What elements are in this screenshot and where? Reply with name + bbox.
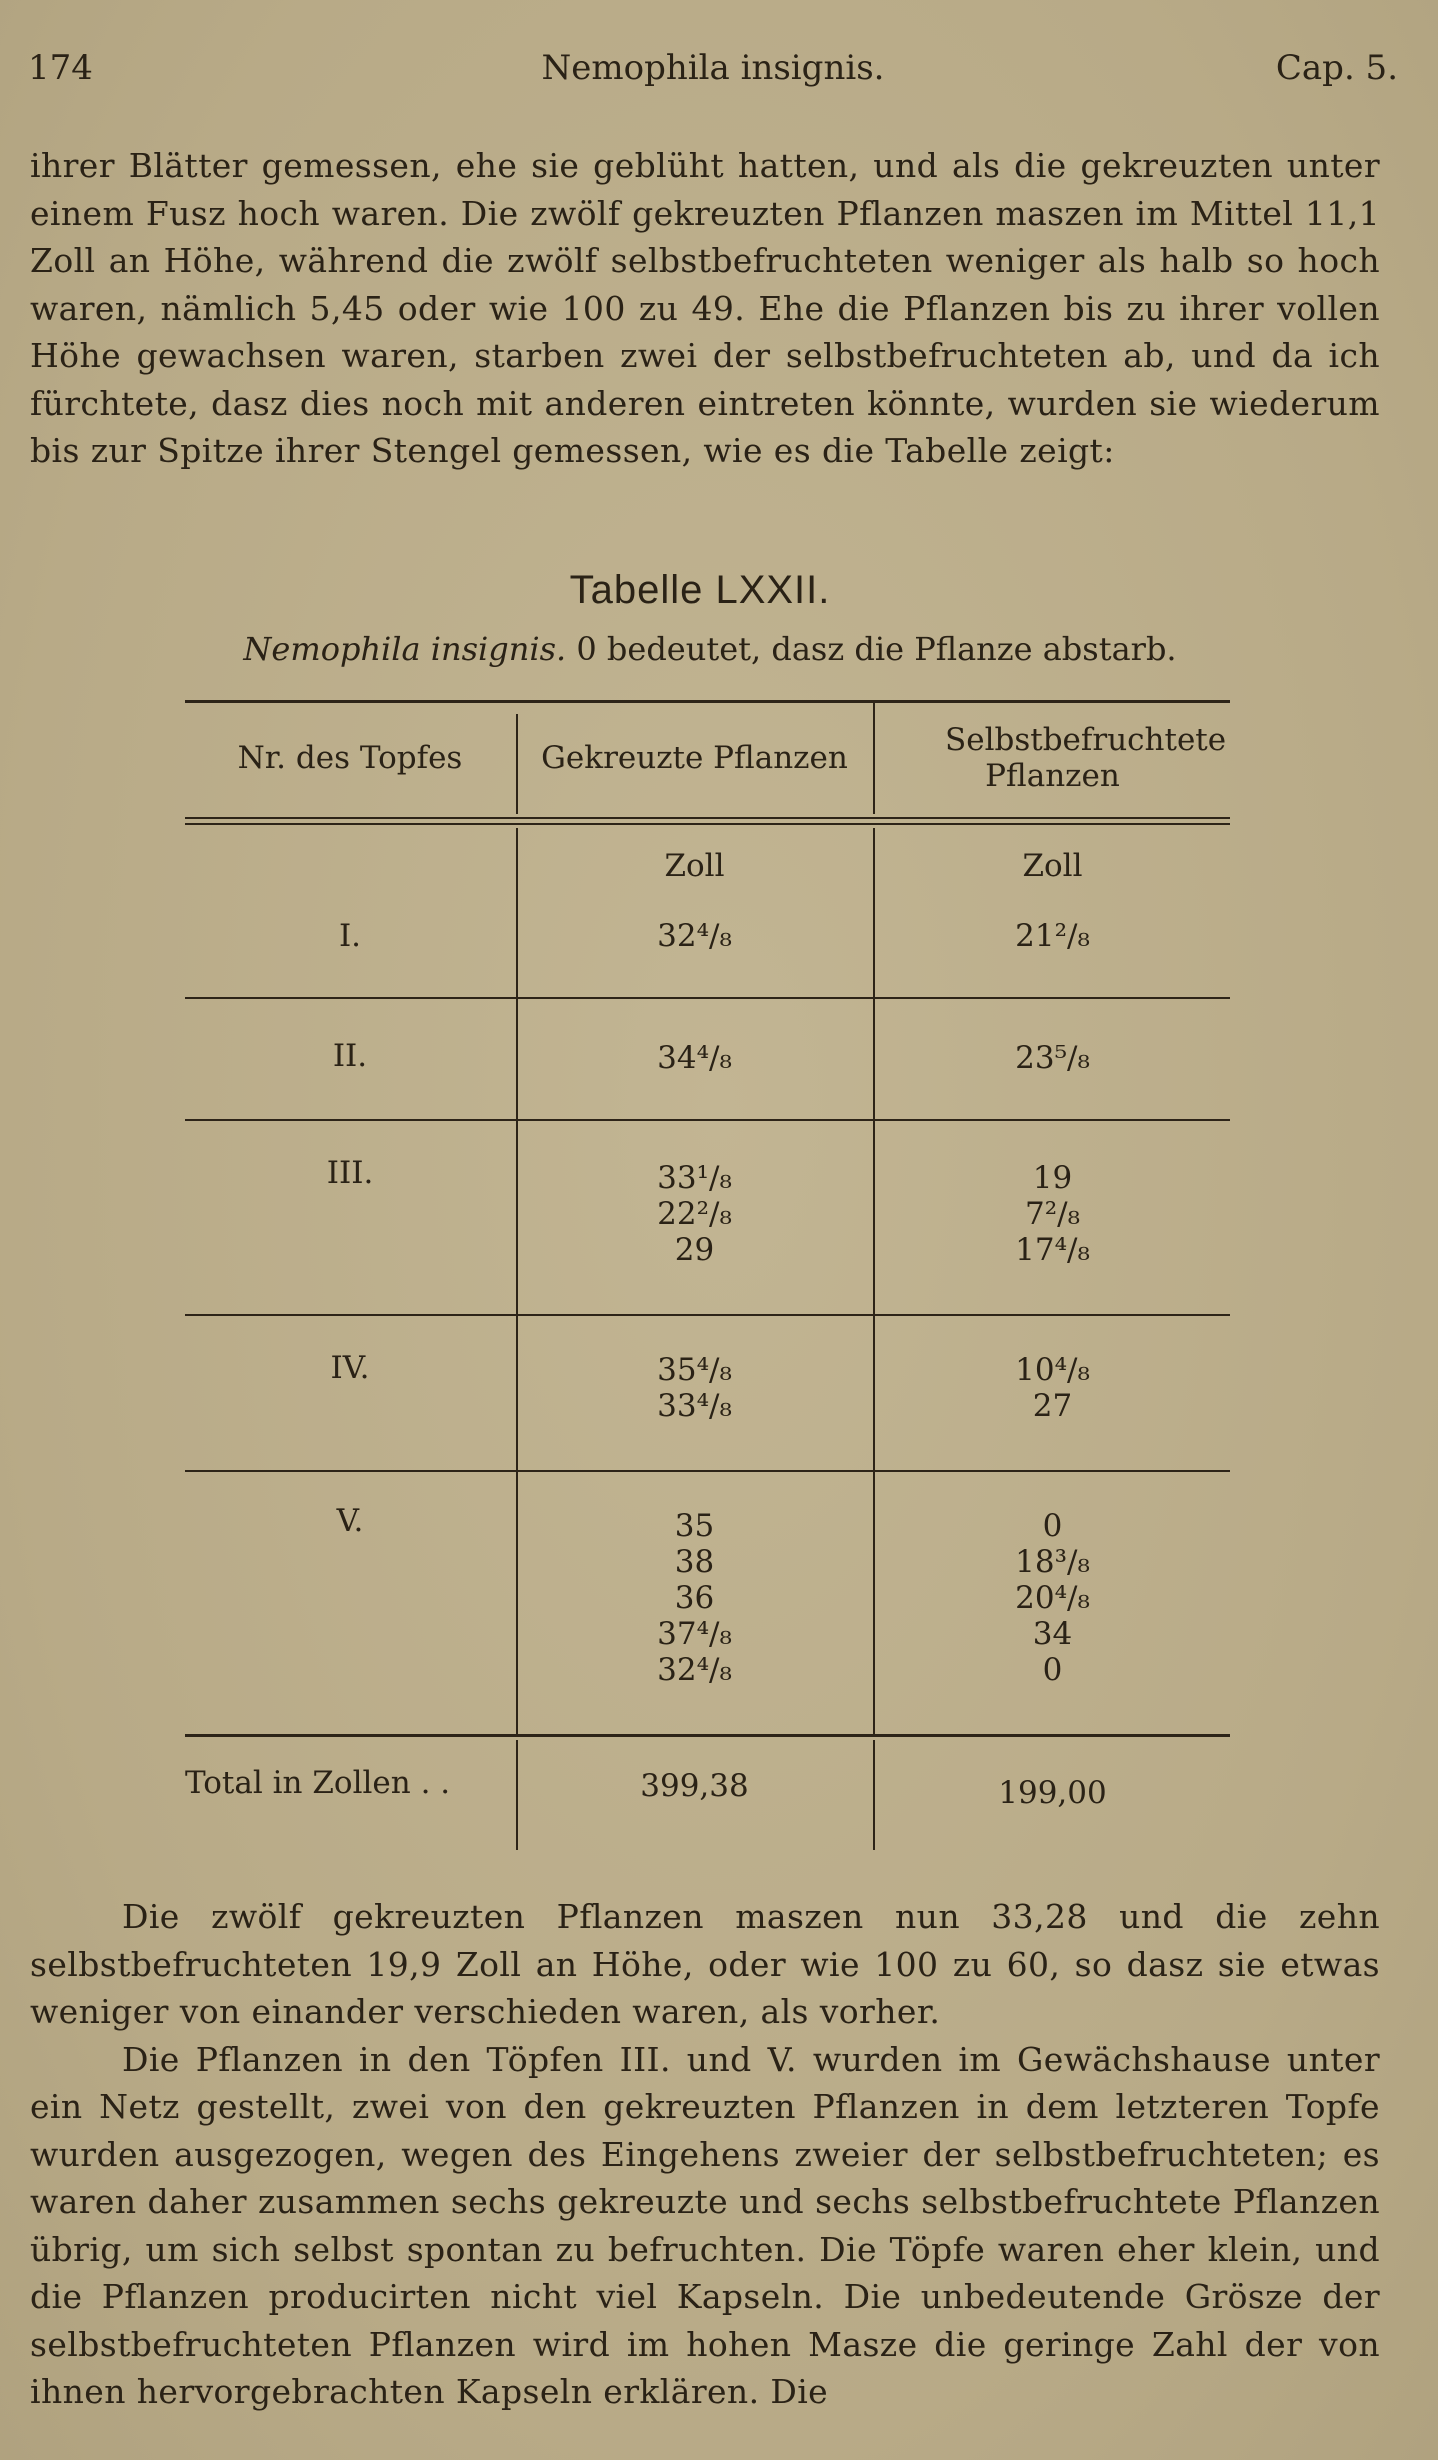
self-value: 19 [1032, 1160, 1073, 1196]
crossed-value: 37⁴/₈ [657, 1616, 732, 1652]
row-divider [185, 1119, 1230, 1121]
data-table [185, 700, 1230, 1850]
total-rule [185, 1734, 1230, 1737]
self-value: 17⁴/₈ [1015, 1232, 1090, 1268]
self-value: 34 [1032, 1616, 1073, 1652]
self-value: 7²/₈ [1024, 1196, 1081, 1232]
unit-self: Zoll [1022, 848, 1083, 884]
paragraph-text: Die Pflanzen in den Töpfen III. und V. wurden im Gewächshause unter ein Netz gestellt, zwei von den gekreuzten Pflanzen in dem letzteren Topfe wurden ausgezogen, wegen des Eingehens zweier der selbstbefruchteten; es waren daher zusammen sechs gekreuzte und sechs selbstbefruchtete Pflanzen übrig, um sich selbst spontan zu befruchten. Die Töpfe waren eher klein, und die Pflanzen producirten nicht viel Kapseln. Die unbedeutende Grösze der selbstbefruchteten Pflanzen wird im hohen Masze die geringe Zahl der von ihnen hervorgebrachten Kapseln erklären. Die [30, 2039, 1380, 2411]
crossed-value: 34⁴/₈ [657, 1040, 732, 1076]
paragraph-intro [30, 142, 1380, 475]
total-self: 199,00 [998, 1775, 1107, 1811]
table-subtitle [0, 630, 1420, 668]
self-value: 0 [1042, 1652, 1063, 1688]
crossed-value: 35 [674, 1508, 715, 1544]
self-value: 0 [1042, 1508, 1063, 1544]
pot-label: V. [336, 1503, 364, 1539]
self-value: 18³/₈ [1015, 1544, 1090, 1580]
table-subtitle-species: Nemophila insignis. [243, 630, 567, 668]
crossed-value: 32⁴/₈ [657, 1652, 732, 1688]
paragraph-text: Die zwölf gekreuzten Pflanzen maszen nun 33,28 und die zehn selbstbefruchteten 19,9 Zoll an Höhe, oder wie 100 zu 60, so dasz sie etwas weniger von einander verschieden waren, als vorher. [30, 1897, 1380, 2031]
crossed-value: 38 [674, 1544, 715, 1580]
paragraph-text: ihrer Blätter gemessen, ehe sie geblüht hatten, und als die gekreuzten unter einem Fusz hoch waren. Die zwölf gekreuzten Pflanzen maszen im Mittel 11,1 Zoll an Höhe, während die zwölf selbstbefruchteten weniger als halb so hoch waren, nämlich 5,45 oder wie 100 zu 49. Ehe die Pflanzen bis zu ihrer vollen Höhe gewachsen waren, starben zwei der selbstbefruchteten ab, und da ich fürchtete, dasz dies noch mit anderen eintreten könnte, wurden sie wiederum bis zur Spitze ihrer Stengel gemessen, wie es die Tabelle zeigt: [30, 146, 1380, 470]
crossed-value: 22²/₈ [657, 1196, 732, 1232]
self-value: 21²/₈ [1015, 918, 1090, 954]
crossed-value: 32⁴/₈ [657, 918, 732, 954]
unit-crossed: Zoll [664, 848, 725, 884]
self-value: 27 [1032, 1388, 1073, 1424]
column-header-crossed: Gekreuzte Pflanzen [541, 740, 848, 776]
crossed-value: 35⁴/₈ [657, 1352, 732, 1388]
total-crossed: 399,38 [640, 1768, 749, 1804]
row-divider [185, 1314, 1230, 1316]
pot-label: II. [332, 1038, 368, 1074]
total-label: Total in Zollen . . [185, 1765, 451, 1801]
self-value: 23⁵/₈ [1015, 1040, 1090, 1076]
table-title: Tabelle LXXII. [569, 568, 831, 612]
pot-label: III. [326, 1155, 374, 1191]
crossed-value: 36 [674, 1580, 715, 1616]
chapter-label: Cap. 5. [1275, 48, 1398, 88]
header-rule [185, 817, 1230, 819]
paragraph-body [30, 1893, 1380, 2416]
table-subtitle-note: 0 bedeutet, dasz die Pflanze abstarb. [576, 630, 1177, 668]
row-divider [185, 997, 1230, 999]
pot-label: IV. [330, 1350, 370, 1386]
running-header [28, 48, 1398, 92]
page-number: 174 [28, 48, 93, 88]
column-header-self: Selbstbefruchtete Pflanzen [945, 722, 1227, 794]
crossed-value: 33¹/₈ [657, 1160, 732, 1196]
table-top-rule [185, 700, 1230, 703]
self-value: 20⁴/₈ [1015, 1580, 1090, 1616]
column-header-pot: Nr. des Topfes [237, 740, 463, 776]
pot-label: I. [338, 918, 362, 954]
row-divider [185, 1470, 1230, 1472]
header-rule-double [185, 823, 1230, 825]
self-value: 10⁴/₈ [1015, 1352, 1090, 1388]
crossed-value: 29 [674, 1232, 715, 1268]
crossed-value: 33⁴/₈ [657, 1388, 732, 1424]
running-title: Nemophila insignis. [541, 48, 885, 88]
